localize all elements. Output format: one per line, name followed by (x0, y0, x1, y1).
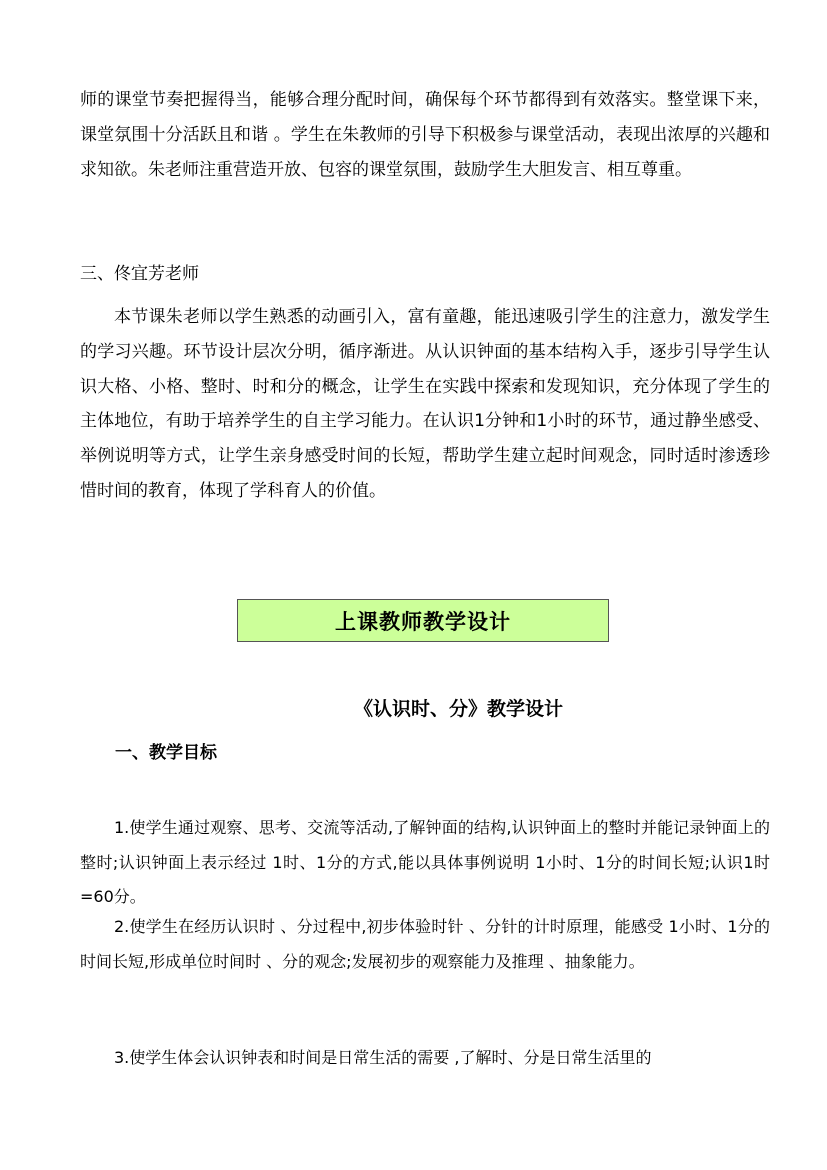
banner-title: 上课教师教学设计 (335, 609, 511, 634)
continuation-paragraph: 师的课堂节奏把握得当，能够合理分配时间，确保每个环节都得到有效落实。整堂课下来，课堂氛围十分活跃且和谐 。学生在朱教师的引导下积极参与课堂活动，表现出浓厚的兴趣和求知欲。朱老师注重营造开放、包容的课堂氛围，鼓励学生大胆发言、相互尊重。 (80, 90, 770, 180)
design-title: 《认识时、分》教学设计 (353, 698, 563, 720)
review-paragraph: 本节课朱老师以学生熟悉的动画引入，富有童趣，能迅速吸引学生的注意力，激发学生的学习兴趣。环节设计层次分明，循序渐进。从认识钟面的基本结构入手，逐步引导学生认识大格、小格、整时、时和分的概念，让学生在实践中探索和发现知识，充分体现了学生的主体地位，有助于培养学生的自主学习能力。在认识1分钟和1小时的环节，通过静坐感受、举例说明等方式，让学生亲身感受时间的长短，帮助学生建立起时间观念，同时适时渗透珍惜时间的教育，体现了学科育人的价值。 (80, 307, 770, 501)
goal-item-3: 3.使学生体会认识钟表和时间是日常生活的需要 ,了解时、分是日常生活里的 (114, 1048, 652, 1067)
section-heading: 三、佟宜芳老师 (80, 264, 199, 284)
goal-item-2: 2.使学生在经历认识时 、分过程中,初步体验时针 、分针的计时原理，能感受 1小时、1分的时间长短,形成单位时间时 、分的观念;发展初步的观察能力及推理 、抽象能力。 (80, 917, 770, 971)
goals-heading: 一、教学目标 (115, 743, 217, 763)
goal-item-1: 1.使学生通过观察、思考、交流等活动,了解钟面的结构,认识钟面上的整时并能记录钟面上的整时;认识钟面上表示经过 1时、1分的方式,能以具体事例说明 1小时、1分的时间长短;认识1时=60分。 (80, 818, 770, 906)
banner-box (237, 599, 609, 642)
